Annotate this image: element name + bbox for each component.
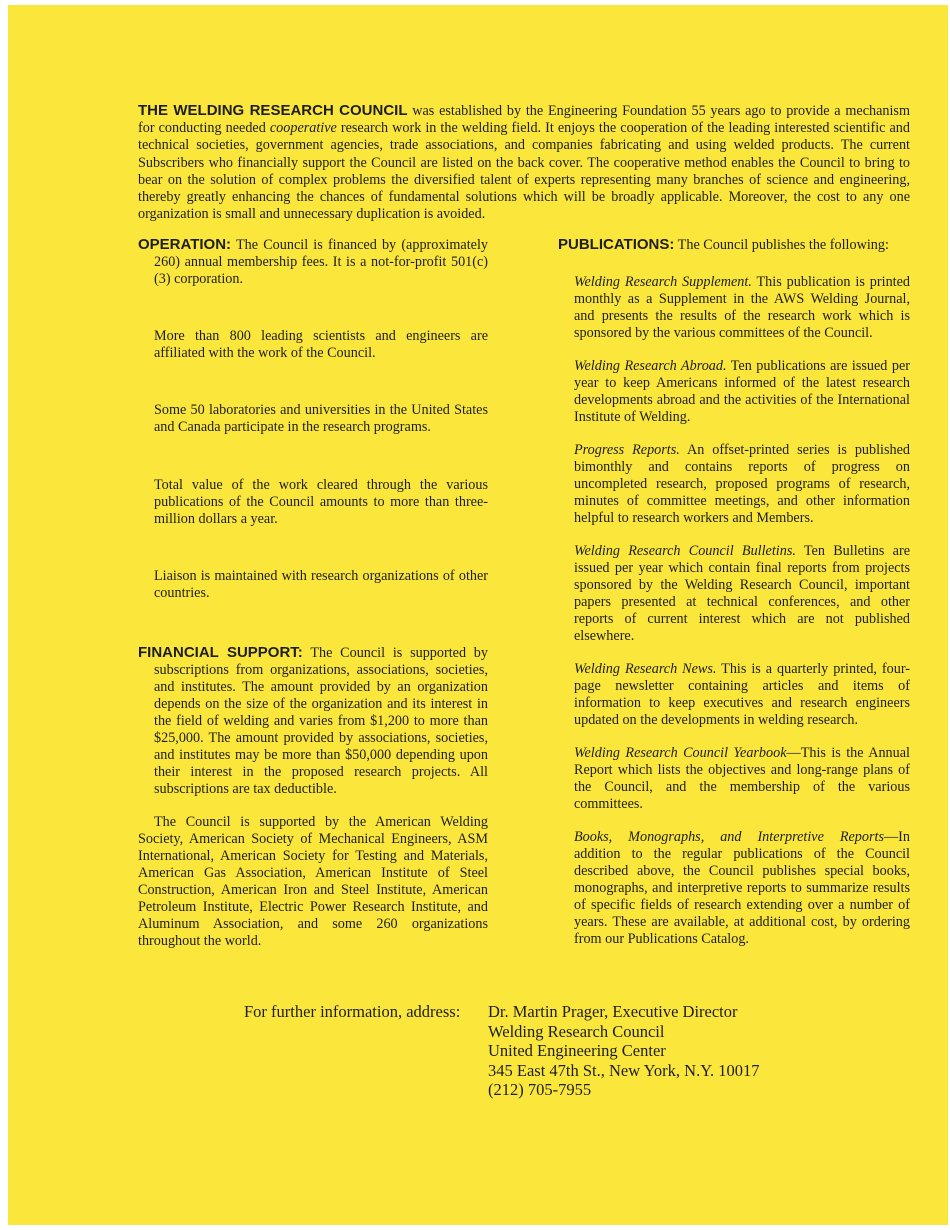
left-column bbox=[138, 236, 488, 950]
publication-text: —In addition to the regular publications of the Council described above, the Council publishes special books, monographs, and interpretive reports to summarize results of specific fields of research extending over a number of years. These are available, at additional cost, by ordering from our Publications Catalog. bbox=[574, 829, 910, 947]
publication-text: An offset-printed series is published bimonthly and contains reports of progress on uncompleted research, proposed programs of research, minutes of committee meetings, and other information helpful to research workers and Members. bbox=[574, 442, 910, 526]
financial-lead-text: The Council is supported by subscriptions from organizations, associations, societies, and institutes. The amount provided by an organization depends on the size of the organization and its interest in the field of welding and varies from $1,200 to more than $25,000. The amount provided by associations, societies, and institutes may be more than $50,000 depending upon their interest in the proposed research projects. All subscriptions are tax deductible. bbox=[154, 645, 488, 797]
publication-title: Progress Reports. bbox=[574, 442, 680, 458]
publication-title: Welding Research Council Yearbook bbox=[574, 745, 787, 761]
address-line: 345 East 47th St., New York, N.Y. 10017 bbox=[488, 1060, 760, 1080]
operation-paragraph: Some 50 laboratories and universities in the United States and Canada participate in the research programs. bbox=[154, 402, 488, 435]
publication-title: Welding Research Abroad. bbox=[574, 358, 727, 374]
right-column bbox=[558, 236, 910, 948]
financial-supporters: The Council is supported by the American Welding Society, American Society of Mechanical Engineers, ASM International, American Society for Testing and Materials, American Gas Association, American Institute of Steel Construction, American Iron and Steel Institute, American Petroleum Institute, Electric Power Research Institute, and Aluminum Association, and some 260 organizations throughout the world. bbox=[138, 814, 488, 949]
address-line: Dr. Martin Prager, Executive Director bbox=[488, 1002, 738, 1021]
publication-title: Welding Research Supplement. bbox=[574, 274, 752, 290]
intro-emphasis: cooperative bbox=[269, 120, 337, 137]
intro-heading: THE WELDING RESEARCH COUNCIL bbox=[138, 102, 408, 119]
publication-text: —This is the Annual Report which lists the objectives and long-range plans of the Council, and the membership of the various committees. bbox=[574, 745, 910, 812]
publication-text: This publication is printed monthly as a Supplement in the AWS Welding Journal, and presents the results of the research work which is sponsored by the various committees of the Council. bbox=[574, 274, 910, 341]
contact-address bbox=[488, 1002, 760, 1100]
address-line: (212) 705-7955 bbox=[488, 1080, 592, 1099]
operation-heading: OPERATION: bbox=[138, 236, 232, 253]
publication-text: Ten Bulletins are issued per year which contain final reports from projects sponsored by the Welding Research Council, important papers presented at technical conferences, and other reports of current interest which are not published elsewhere. bbox=[574, 543, 910, 644]
financial-lead bbox=[138, 644, 488, 798]
publication-item bbox=[558, 442, 910, 527]
publication-item bbox=[558, 543, 910, 645]
publication-item bbox=[558, 661, 910, 729]
operation-paragraph: More than 800 leading scientists and engineers are affiliated with the work of the Council. bbox=[154, 328, 488, 361]
publication-item bbox=[558, 358, 910, 426]
financial-heading: FINANCIAL SUPPORT: bbox=[138, 644, 303, 661]
publications-lead bbox=[558, 236, 910, 254]
operation-lead-text: The Council is financed by (approximately 260) annual membership fees. It is a not-for-profit 501(c)(3) corporation. bbox=[154, 237, 488, 287]
address-line: Welding Research Council bbox=[488, 1021, 665, 1041]
publication-item bbox=[558, 745, 910, 813]
address-line: United Engineering Center bbox=[488, 1041, 666, 1060]
intro-text-after: research work in the welding field. It enjoys the cooperation of the leading interested scientific and technical societies, government agencies, trade associations, and companies fabricating and using welded products. The current Subscribers who financially support the Council are listed on the back cover. The cooperative method enables the Council to bring to bear on the solution of complex problems the diversified talent of experts representing many branches of science and engineering, thereby greatly enhancing the chances of fundamental solutions which will be broadly applicable. Moreover, the cost to any one organization is small and unnecessary duplication is avoided. bbox=[138, 120, 910, 223]
page bbox=[8, 5, 948, 1225]
publication-title: Welding Research News. bbox=[574, 661, 717, 677]
publications-lead-text: The Council publishes the following: bbox=[674, 237, 889, 253]
operation-paragraph: Liaison is maintained with research organizations of other countries. bbox=[154, 568, 488, 601]
contact-label: For further information, address: bbox=[244, 1002, 461, 1021]
publication-title: Books, Monographs, and Interpretive Reports bbox=[574, 829, 884, 845]
publication-text: This is a quarterly printed, four-page newsletter containing articles and items of information to keep executives and research engineers updated on the developments in welding research. bbox=[574, 661, 911, 728]
intro-paragraph bbox=[138, 102, 910, 223]
publication-item bbox=[558, 274, 910, 342]
operation-lead bbox=[138, 236, 488, 288]
publication-item bbox=[558, 829, 910, 948]
publication-text: Ten publications are issued per year to keep Americans informed of the latest research developments abroad and the activities of the International Institute of Welding. bbox=[574, 358, 910, 425]
publications-heading: PUBLICATIONS: bbox=[558, 236, 675, 253]
intro-text-before: was established by the Engineering Foundation 55 years ago to provide a mechanism for conducting needed bbox=[138, 103, 910, 137]
operation-paragraph: Total value of the work cleared through the various publications of the Council amounts to more than three-million dollars a year. bbox=[154, 477, 488, 527]
publication-title: Welding Research Council Bulletins. bbox=[574, 543, 796, 559]
